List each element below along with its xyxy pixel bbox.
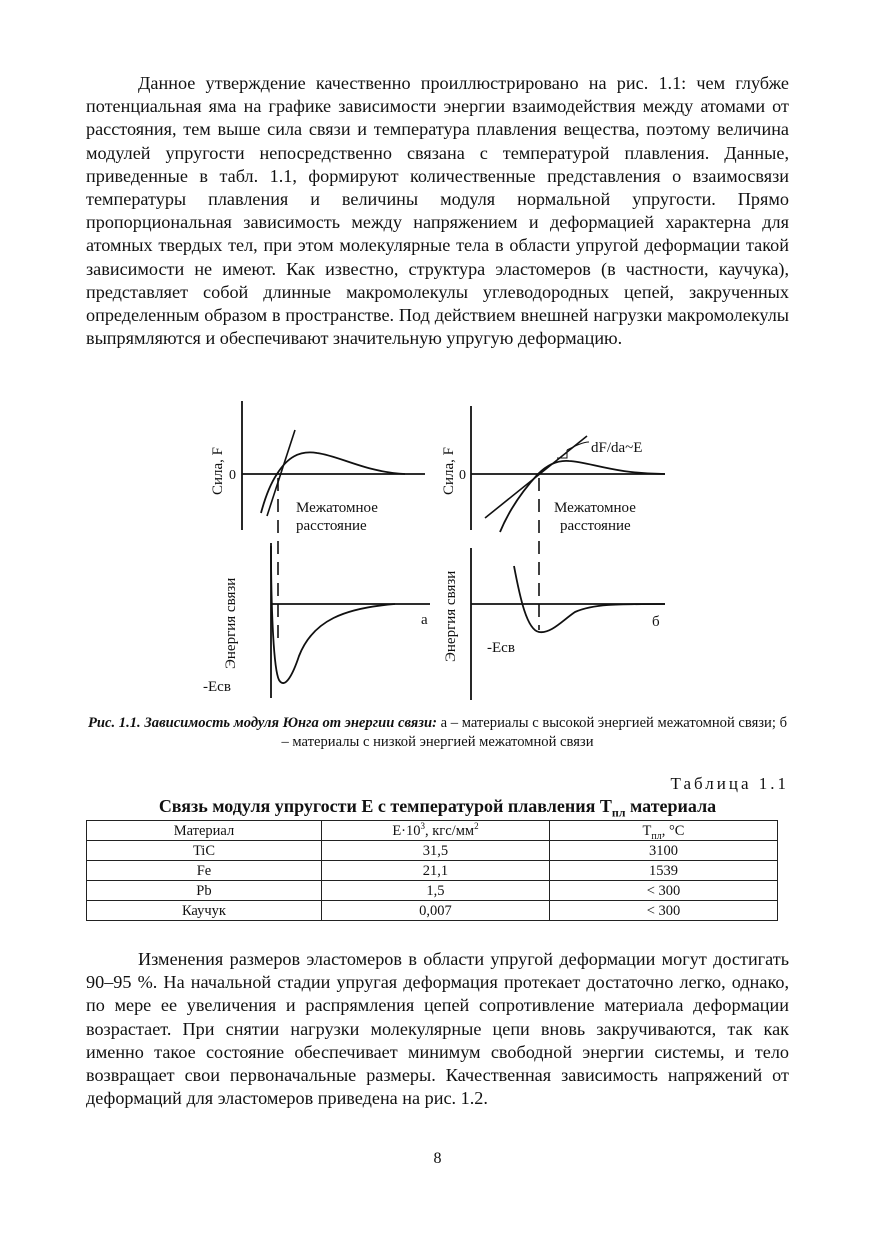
cell-material: Каучук (87, 901, 322, 921)
paragraph-elastomers: Изменения размеров эластомеров в области упругой деформации могут достигать 90–95 %. На начальной стадии упругая деформация протекает достаточно легко, однако, по мере ее увеличения и распрямления цепей сопротивление материала деформации возрастает. При снятии нагрузки молекулярные цепи вновь закручиваются, так как именно такое состояние обеспечивает минимум свободной энергии системы, и тело возвращает свои первоначальные размеры. Качественная зависимость напряжений от деформаций для эластомеров приведена на рис. 1.2. (86, 949, 789, 1109)
caption-lead: Рис. 1.1. Зависимость модуля Юнга от энергии связи: (88, 715, 437, 731)
tangent-line-a (267, 430, 295, 516)
zero-label-a: 0 (229, 468, 236, 483)
figure-1-1 (195, 398, 695, 710)
panel-b-label: б (652, 614, 660, 630)
header-modulus: $Е\cdot 10^3$, кгс/$мм^2$ (321, 821, 549, 841)
ecv-label-b: -Есв (487, 640, 515, 656)
table-title: Связь модуля упругости Е с температурой плавления $Т_{пл}$ материала (158, 796, 717, 820)
caption-text: а – материалы с высокой энергией межатомной связи; б – материалы с низкой энергией межатомной связи (281, 715, 787, 750)
distance-label-b-2: расстояние (560, 518, 631, 534)
header-material: Материал (87, 821, 322, 841)
energy-curve-b (514, 566, 665, 632)
energy-curve-a (271, 546, 395, 683)
paragraph-intro: Данное утверждение качественно проиллюстрировано на рис. 1.1: чем глубже потенциальная яма на графике зависимости энергии взаимодействия между атомами от расстояния, тем выше сила связи и температура плавления вещества, поэтому величина модулей упругости непосредственно связана с температурой плавления. Данные, приведенные в табл. 1.1, формируют количественные представления о взаимосвязи температуры плавления и величины модуля нормальной упругости. Прямо пропорциональная зависимость между напряжением и деформацией характерна для атомных твердых тел, при этом молекулярные тела в области упругой деформации такой зависимости не имеют. Как известно, структура эластомеров (в частности, каучука), представляет собой длинные макромолекулы углеводородных цепей, закрученных определенным образом в пространстве. Под действием внешней нагрузки макромолекулы выпрямляются и обеспечивают значительную упругую деформацию. (86, 73, 789, 349)
cell-material: Pb (87, 881, 322, 901)
cell-modulus: 1,5 (321, 881, 549, 901)
cell-temp: < 300 (549, 901, 777, 921)
ecv-label-a: -Есв (203, 679, 231, 695)
table-row (87, 841, 778, 861)
distance-label-b-1: Межатомное (554, 500, 636, 516)
cell-temp: < 300 (549, 881, 777, 901)
figure-svg (195, 398, 695, 710)
energy-label-b: Энергия связи (443, 570, 459, 662)
table-row (87, 881, 778, 901)
page-number: 8 (433, 1150, 442, 1167)
figure-caption (86, 714, 789, 752)
header-temperature: $Т_{пл}$, °С (549, 821, 777, 841)
table-row (87, 861, 778, 881)
cell-material: Fe (87, 861, 322, 881)
cell-temp: 3100 (549, 841, 777, 861)
cell-modulus: 31,5 (321, 841, 549, 861)
cell-temp: 1539 (549, 861, 777, 881)
table-label: Таблица 1.1 (670, 774, 789, 793)
slope-label-b: dF/da~E (591, 440, 643, 456)
data-table (86, 820, 778, 921)
energy-label-a: Энергия связи (223, 577, 239, 669)
table-header-row (87, 821, 778, 841)
force-label-a: Сила, F (210, 446, 226, 495)
zero-label-b: 0 (459, 468, 466, 483)
cell-modulus: 21,1 (321, 861, 549, 881)
cell-modulus: 0,007 (321, 901, 549, 921)
table-row (87, 901, 778, 921)
force-label-b: Сила, F (441, 446, 457, 495)
panel-a-label: а (421, 612, 428, 628)
cell-material: TiC (87, 841, 322, 861)
distance-label-a-2: расстояние (296, 518, 367, 534)
distance-label-a-1: Межатомное (296, 500, 378, 516)
